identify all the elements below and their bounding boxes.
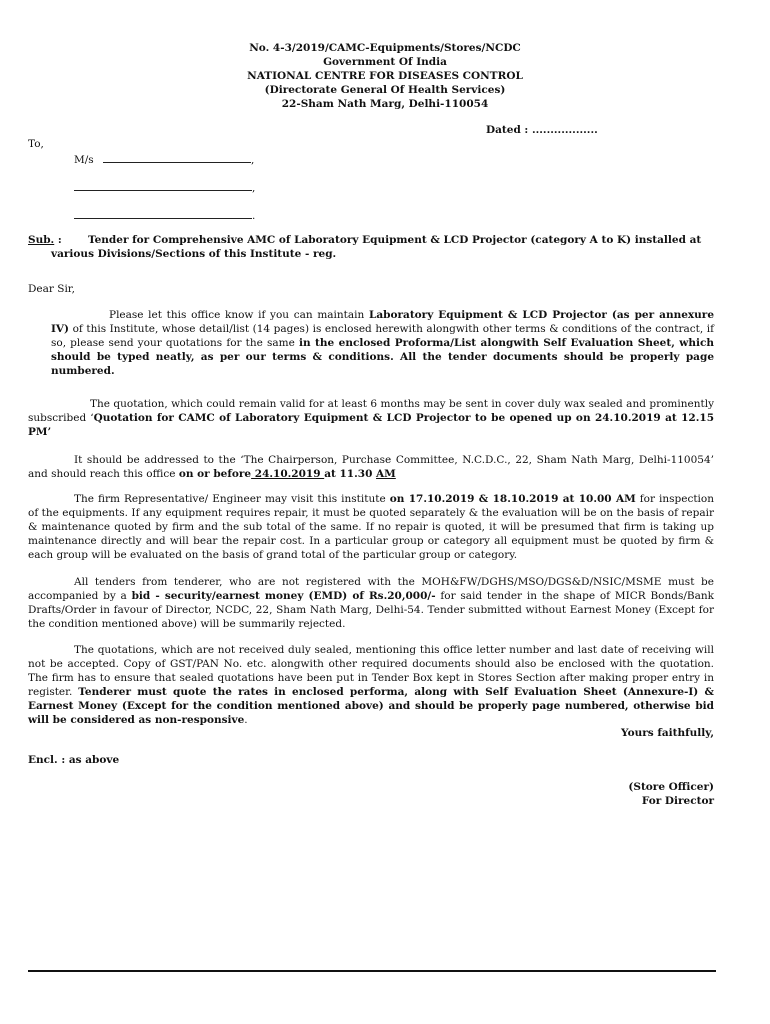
paragraph-3: It should be addressed to the ‘The Chairperson, Purchase Committee, N.C.D.C., 22, Sham Nath Marg, Delhi-110054’ and should reach this office on or before 24.10.2019 at 11.30 AM [28,454,714,480]
salutation: Dear Sir, [28,283,76,295]
addressee-blank-2 [74,179,252,191]
footer-rule [28,970,716,972]
header-address: 22-Sham Nath Marg, Delhi-110054 [281,98,489,110]
header-government: Government Of India [323,56,447,68]
addressee-blank-3 [74,207,252,219]
addressee-period: . [252,210,256,222]
enclosure-note: Encl. : as above [28,754,120,766]
paragraph-5: All tenders from tenderer, who are not registered with the MOH&FW/DGHS/MSO/DGS&D/NSIC/MSME must be accompanied by a bid - security/earnest money (EMD) of Rs.20,000/- for said tender in the shape of MICR Bonds/Bank Drafts/Order in favour of Director, NCDC, 22, Sham Nath Marg, Delhi-54. Tender submitted without Earnest Money (Except for the condition mentioned above) will be summarily rejected. [28,576,715,630]
addressee-comma-1: , [251,154,255,166]
addressee-comma-2: , [252,182,256,194]
reference-number: No. 4-3/2019/CAMC-Equipments/Stores/NCDC [249,42,521,54]
header-organization: NATIONAL CENTRE FOR DISEASES CONTROL [247,70,523,82]
dated-field: Dated : .................. [486,124,598,136]
paragraph-4: The firm Representative/ Engineer may visit this institute on 17.10.2019 & 18.10.2019 at 10.00 AM for inspection of the equipments. If any equipment requires repair, it must be quoted separately & the evaluation will be on the basis of repair & maintenance quoted by firm and the sub total of the same. If no repair is quoted, it will be presumed that firm is taking up maintenance directly and will bear the repair cost. In a particular group or category all equipment must be quoted by firm & each group will be evaluated on the basis of grand total of the particular group or category. [28,493,715,561]
addressee-blank-1 [103,151,251,163]
signatory-store-officer: (Store Officer) [628,781,714,793]
subject-text-line1: Tender for Comprehensive AMC of Laboratory Equipment & LCD Projector (category A to K) installed at [88,234,702,246]
subject-text-line2: various Divisions/Sections of this Institute - reg. [51,248,337,260]
addressee-line-1 [74,151,254,167]
to-label: To, [28,138,44,150]
subject-label: Sub. : [28,234,62,246]
ms-label: M/s [74,154,94,166]
paragraph-2: The quotation, which could remain valid for at least 6 months may be sent in cover duly wax sealed and prominently subscribed ‘Quotation for CAMC of Laboratory Equipment & LCD Projector to be opened up on 24.10.2019 at 12.15 PM’ [28,398,714,438]
addressee-line-2 [74,179,255,195]
closing-yours-faithfully: Yours faithfully, [621,727,714,739]
signatory-for-director: For Director [641,795,714,807]
paragraph-1: Please let this office know if you can maintain Laboratory Equipment & LCD Projector (as per annexure IV) of this Institute, whose detail/list (14 pages) is enclosed herewith alongwith other terms & conditions of the contract, if so, please send your quotations for the same in the enclosed Proforma/List alongwith Self Evaluation Sheet, which should be typed neatly, as per our terms & conditions. All the tender documents should be properly page numbered. [51,309,715,377]
paragraph-6: The quotations, which are not received duly sealed, mentioning this office letter number and last date of receiving will not be accepted. Copy of GST/PAN No. etc. alongwith other required documents should also be enclosed with the quotation. The firm has to ensure that sealed quotations have been put in Tender Box kept in Stores Section after making proper entry in register. Tenderer must quote the rates in enclosed performa, along with Self Evaluation Sheet (Annexure-I) & Earnest Money (Except for the condition mentioned above) and should be properly page numbered, otherwise bid will be considered as non-responsive. [28,644,714,726]
addressee-line-3 [74,207,255,223]
header-directorate: (Directorate General Of Health Services) [264,84,506,96]
